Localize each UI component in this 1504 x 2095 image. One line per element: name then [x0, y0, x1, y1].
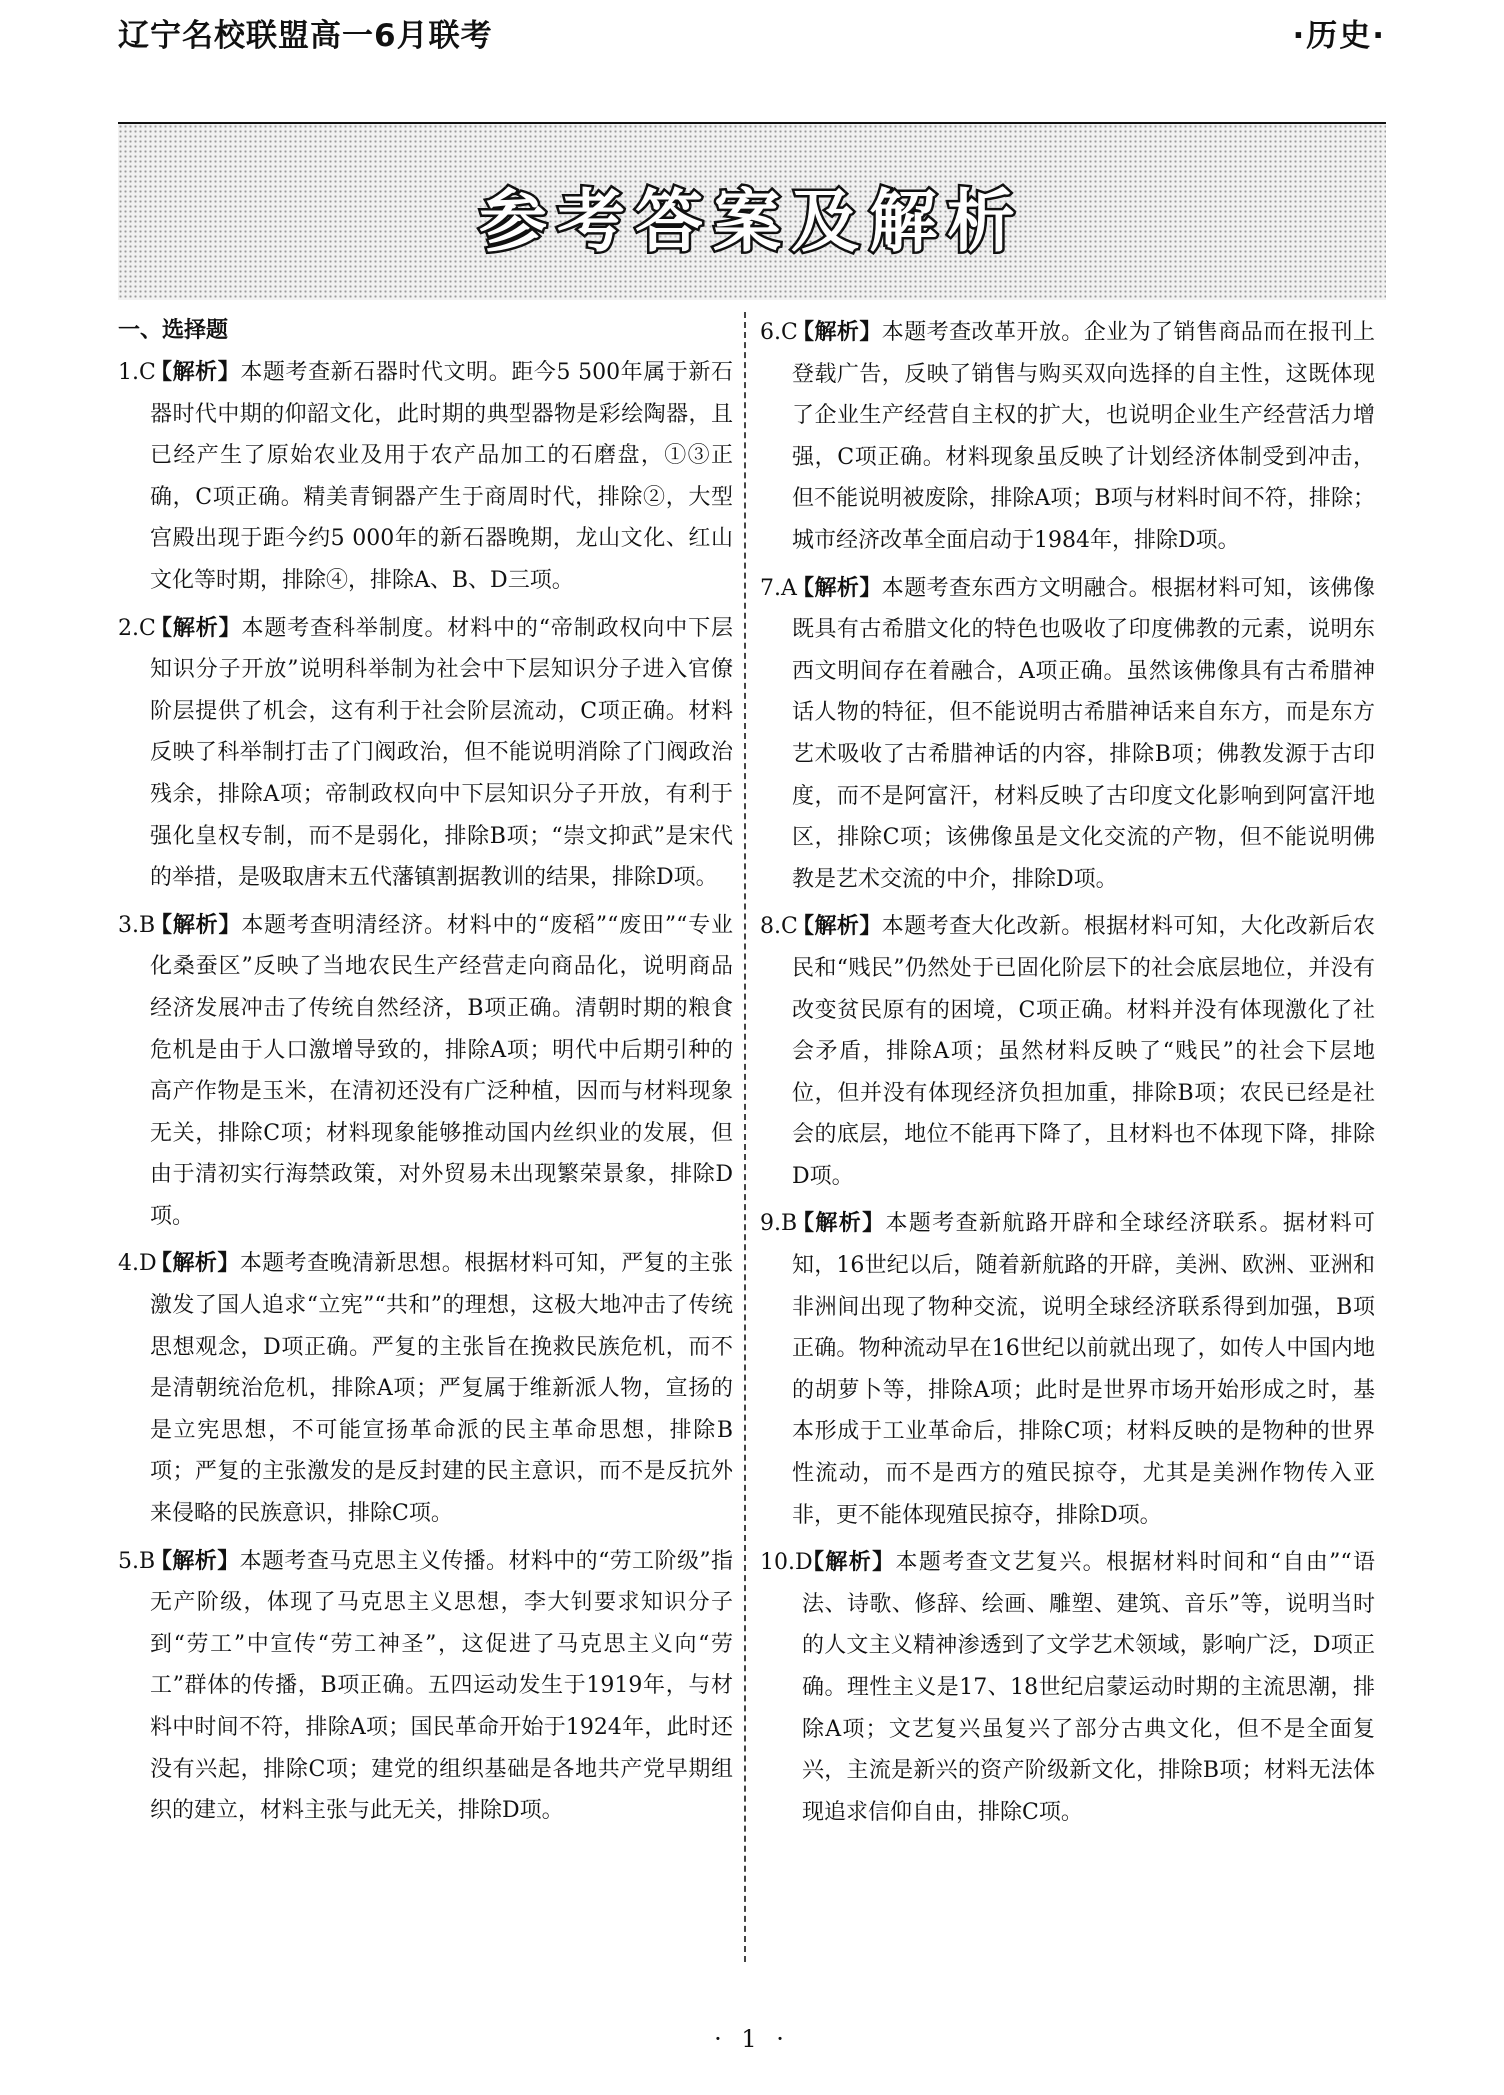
analysis-tag: 【解析】 — [792, 1211, 886, 1237]
answer-number: 3.B — [118, 912, 156, 938]
answer-text: 本题考查明清经济。材料中的“废稻”“废田”“专业化桑蚕区”反映了当地农民生产经营走向商品化，说明商品经济发展冲击了传统自然经济，B项正确。清朝时期的粮食危机是由于人口激增导致的，排除A项；明代中后期引种的高产作物是玉米，在清初还没有广泛种植，因而与材料现象无关，排除C项；材料现象能够推动国内丝织业的发展，但由于清初实行海禁政策，对外贸易未出现繁荣景象，排除D项。 — [150, 912, 733, 1229]
subject-label: ·历史· — [1292, 18, 1386, 54]
answer-number: 7.A — [760, 575, 797, 601]
answer-text: 本题考查文艺复兴。根据材料时间和“自由”“语法、诗歌、修辞、绘画、雕塑、建筑、音乐”等，说明当时的人文主义精神渗透到了文学艺术领域，影响广泛，D项正确。理性主义是17、18世纪启蒙运动时期的主流思潮，排除A项；文艺复兴虽复兴了部分古典文化，但不是全面复兴，主流是新兴的资产阶级新文化，排除B项；材料无法体现追求信仰自由，排除C项。 — [802, 1550, 1375, 1825]
answer-number: 10.D — [760, 1550, 813, 1576]
answer-item-3 — [118, 905, 733, 1238]
answer-number: 5.B — [118, 1548, 156, 1574]
analysis-tag: 【解析】 — [150, 615, 242, 641]
analysis-tag: 【解析】 — [792, 320, 882, 345]
answer-item-8 — [760, 906, 1375, 1197]
page-header — [118, 10, 1386, 120]
answer-number: 1.C — [118, 360, 156, 385]
answer-text: 本题考查东西方文明融合。根据材料可知，该佛像既具有古希腊文化的特色也吸收了印度佛教的元素，说明东西文明间存在着融合，A项正确。虽然该佛像具有古希腊神话人物的特征，但不能说明古希腊神话来自东方，而是东方艺术吸收了古希腊神话的内容，排除B项；佛教发源于古印度，而不是阿富汗，材料反映了古印度文化影响到阿富汗地区，排除C项；该佛像虽是文化交流的产物，但不能说明佛教是艺术交流的中介，排除D项。 — [792, 575, 1375, 892]
analysis-tag: 【解析】 — [150, 1548, 240, 1574]
answer-number: 9.B — [760, 1211, 798, 1237]
answer-item-7 — [760, 568, 1375, 901]
answer-item-2 — [118, 608, 733, 899]
answer-text: 本题考查新石器时代文明。距今5 500年属于新石器时代中期的仰韶文化，此时期的典型器物是彩绘陶器，且已经产生了原始农业及用于农产品加工的石磨盘，①③正确，C项正确。精美青铜器产生于商周时代，排除②，大型宫殿出现于距今约5 000年的新石器晚期，龙山文化、红山文化等时期，排除④，排除A、B、D三项。 — [150, 360, 733, 593]
answer-number: 6.C — [760, 320, 798, 345]
answer-number: 8.C — [760, 914, 798, 940]
answer-text: 本题考查晚清新思想。根据材料可知，严复的主张激发了国人追求“立宪”“共和”的理想，这极大地冲击了传统思想观念，D项正确。严复的主张旨在挽救民族危机，而不是清朝统治危机，排除A项；严复属于维新派人物，宣扬的是立宪思想，不可能宣扬革命派的民主革命思想，排除B项；严复的主张激发的是反封建的民主意识，而不是反抗外来侵略的民族意识，排除C项。 — [150, 1251, 733, 1527]
answer-item-10 — [760, 1542, 1375, 1833]
answer-item-1 — [118, 352, 733, 602]
answer-text: 本题考查大化改新。根据材料可知，大化改新后农民和“贱民”仍然处于已固化阶层下的社会底层地位，并没有改变贫民原有的困境，C项正确。材料并没有体现激化了社会矛盾，排除A项；虽然材料反映了“贱民”的社会下层地位，但并没有体现经济负担加重，排除B项；农民已经是社会的底层，地位不能再下降了，且材料也不体现下降，排除D项。 — [792, 914, 1375, 1189]
answer-number: 2.C — [118, 615, 156, 641]
page-number: · 1 · — [714, 2025, 790, 2053]
answer-text: 本题考查改革开放。企业为了销售商品而在报刊上登载广告，反映了销售与购买双向选择的自主性，这既体现了企业生产经营自主权的扩大，也说明企业生产经营活力增强，C项正确。材料现象虽反映了计划经济体制受到冲击，但不能说明被废除，排除A项；B项与材料时间不符，排除；城市经济改革全面启动于1984年，排除D项。 — [792, 320, 1375, 553]
column-divider — [744, 312, 746, 1962]
analysis-tag: 【解析】 — [150, 1251, 240, 1277]
section-title: 一、选择题 — [118, 318, 229, 343]
left-column — [118, 312, 733, 1838]
answer-item-6 — [760, 312, 1375, 562]
title-banner — [118, 124, 1386, 300]
answer-item-5 — [118, 1541, 733, 1832]
analysis-tag: 【解析】 — [150, 912, 242, 938]
analysis-tag: 【解析】 — [802, 1550, 896, 1576]
analysis-tag: 【解析】 — [792, 575, 882, 601]
answer-item-9 — [760, 1203, 1375, 1536]
answer-text: 本题考查科举制度。材料中的“帝制政权向中下层知识分子开放”说明科举制为社会中下层知识分子进入官僚阶层提供了机会，这有利于社会阶层流动，C项正确。材料反映了科举制打击了门阀政治，但不能说明消除了门阀政治残余，排除A项；帝制政权向中下层知识分子开放，有利于强化皇权专制，而不是弱化，排除B项；“崇文抑武”是宋代的举措，是吸取唐末五代藩镇割据教训的结果，排除D项。 — [150, 615, 733, 891]
right-column — [760, 312, 1375, 1839]
answer-item-4 — [118, 1243, 733, 1534]
answer-text: 本题考查新航路开辟和全球经济联系。据材料可知，16世纪以后，随着新航路的开辟，美洲、欧洲、亚洲和非洲间出现了物种交流，说明全球经济联系得到加强，B项正确。物种流动早在16世纪以前就出现了，如传人中国内地的胡萝卜等，排除A项；此时是世界市场开始形成之时，基本形成于工业革命后，排除C项；材料反映的是物种的世界性流动，而不是西方的殖民掠夺，尤其是美洲作物传入亚非，更不能体现殖民掠夺，排除D项。 — [792, 1211, 1375, 1528]
banner-title: 参考答案及解析 — [478, 183, 1025, 262]
analysis-tag: 【解析】 — [150, 360, 241, 385]
analysis-tag: 【解析】 — [792, 914, 882, 940]
exam-title: 辽宁名校联盟高一6月联考 — [118, 18, 493, 54]
answer-number: 4.D — [118, 1251, 157, 1277]
answer-text: 本题考查马克思主义传播。材料中的“劳工阶级”指无产阶级，体现了马克思主义思想，李大钊要求知识分子到“劳工”中宣传“劳工神圣”，这促进了马克思主义向“劳工”群体的传播，B项正确。五四运动发生于1919年，与材料中时间不符，排除A项；国民革命开始于1924年，此时还没有兴起，排除C项；建党的组织基础是各地共产党早期组织的建立，材料主张与此无关，排除D项。 — [150, 1548, 733, 1824]
